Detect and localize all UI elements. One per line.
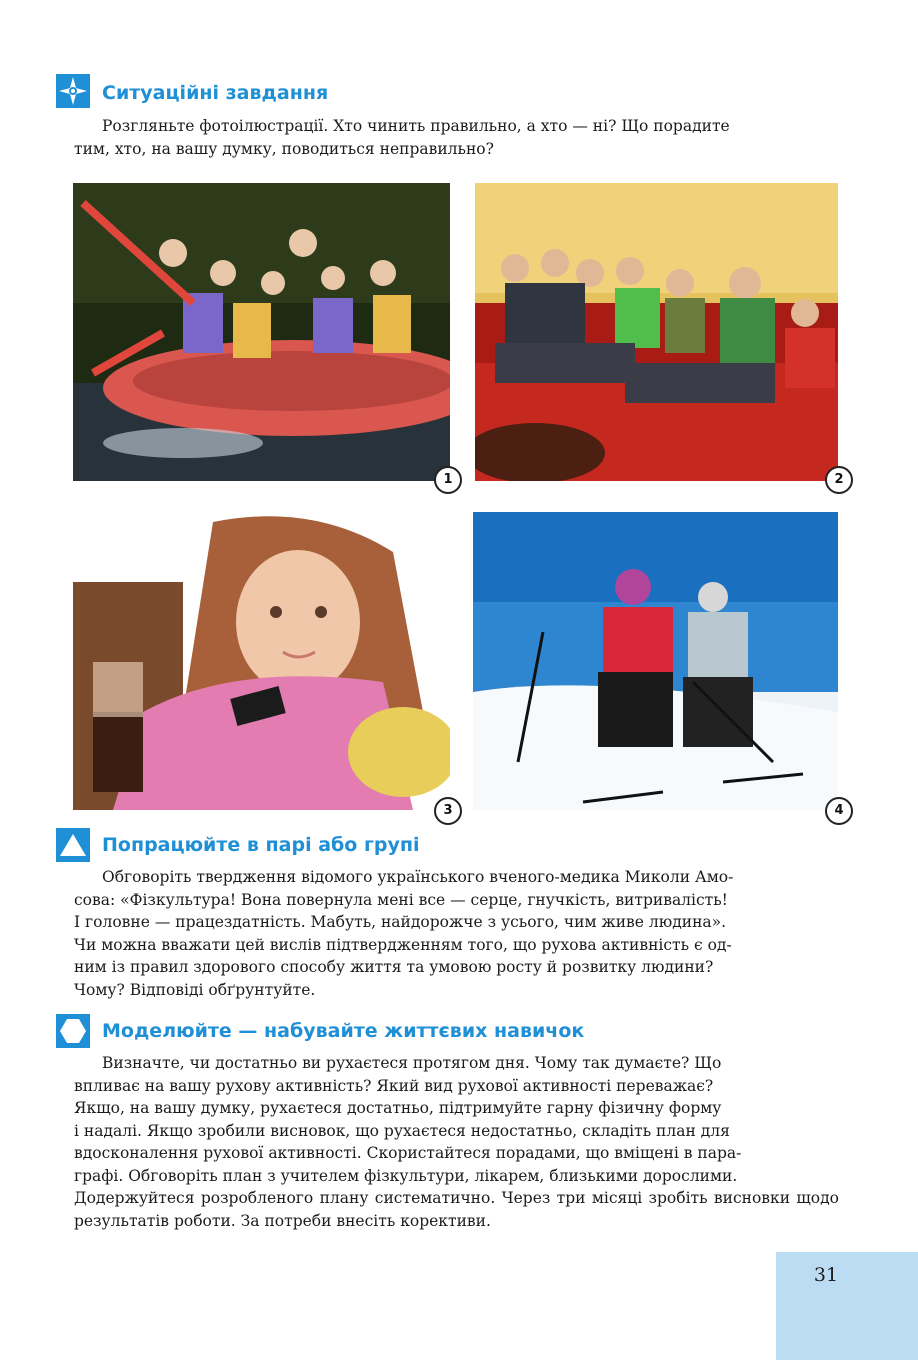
text-line: і надалі. Якщо зробили висновок, що рухаєтеся недостатньо, складіть план для [74,1121,730,1140]
photo-girl-tv [73,512,450,810]
text-line: Додержуйтеся розробленого плану систематично. Через три місяці зробіть висновки щодо результатів роботи. За потреби внесіть корективи. [74,1189,839,1230]
text-line: Визначте, чи достатньо ви рухаєтеся протягом дня. Чому так думаєте? Що [102,1054,722,1072]
page-number-box [776,1252,918,1360]
pair-work-text [74,866,839,1001]
situational-text [74,115,839,160]
photo-gaming [475,183,838,481]
text-line: Чи можна вважати цей вислів підтвердженням того, що рухова активність є од- [74,935,732,954]
text-line: сова: «Фізкультура! Вона повернула мені все — серце, гнучкість, витривалість! [74,890,728,909]
photo-number-1: 1 [434,466,462,494]
text-line: Розгляньте фотоілюстрації. Хто чинить правильно, а хто — ні? Що порадите [102,117,730,135]
page-number: 31 [813,1264,839,1286]
photo-number-2: 2 [825,466,853,494]
section-title-pair-work: Попрацюйте в парі або групі [102,834,420,856]
triangle-icon [56,828,90,862]
text-line: впливає на вашу рухову активність? Який вид рухової активності переважає? [74,1076,714,1095]
text-line: графі. Обговоріть план з учителем фізкультури, лікарем, близькими дорослими. [74,1166,738,1185]
section-title-situational: Ситуаційні завдання [102,82,329,104]
compass-star-icon [56,74,90,108]
section-title-modeling: Моделюйте — набувайте життєвих навичок [102,1020,585,1042]
photo-skiers [473,512,838,810]
text-line: І головне — працездатність. Мабуть, найдорожче з усього, чим живе людина». [74,913,727,931]
text-line: Обговоріть твердження відомого українського вченого-медика Миколи Амо- [102,868,734,886]
text-line: вдосконалення рухової активності. Скористайтеся порадами, що вміщені в пара- [74,1144,742,1162]
text-line: Чому? Відповіді обґрунтуйте. [74,980,316,999]
text-line: ним із правил здорового способу життя та умовою росту й розвитку людини? [74,958,714,976]
text-line: тим, хто, на вашу думку, поводиться неправильно? [74,139,494,158]
hexagon-icon [56,1014,90,1048]
modeling-text [74,1052,839,1232]
photo-number-3: 3 [434,797,462,825]
photo-number-4: 4 [825,797,853,825]
text-line: Якщо, на вашу думку, рухаєтеся достатньо, підтримуйте гарну фізичну форму [74,1099,722,1117]
photo-rafting [73,183,450,481]
